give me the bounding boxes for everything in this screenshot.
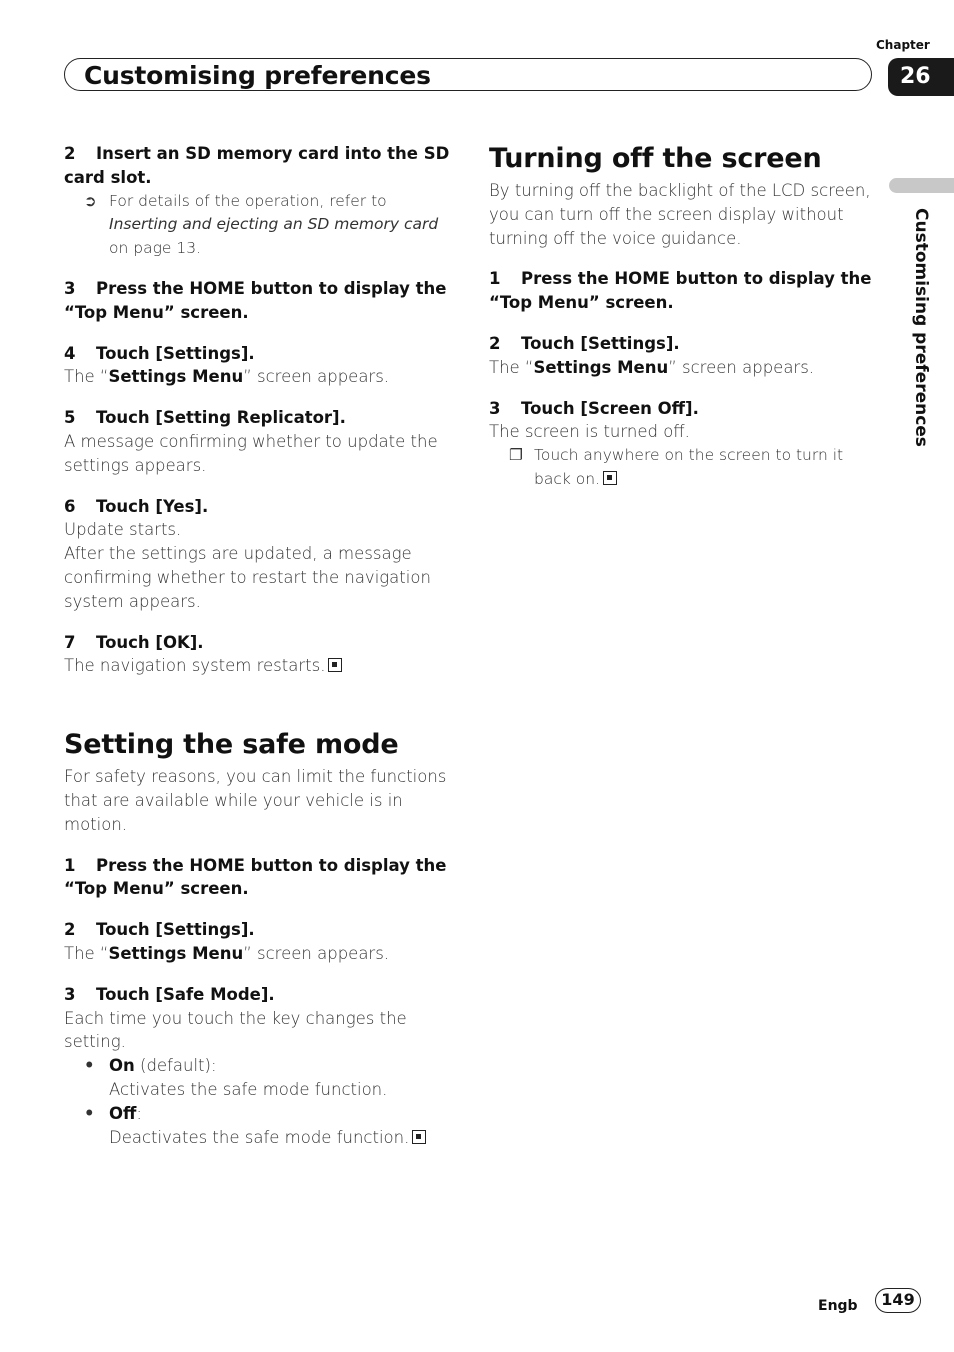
step-text: After the settings are updated, a message confirming whether to restart the navigation system appears. (64, 544, 431, 611)
step-heading: 3 Touch [Safe Mode]. (64, 984, 275, 1004)
step-heading: 6 Touch [Yes]. (64, 496, 209, 516)
arrow-right-icon: ➲ (84, 191, 97, 210)
page-title: Customising preferences (84, 61, 431, 90)
list-item: • Off: (64, 1102, 456, 1126)
side-tab-marker (889, 178, 954, 193)
step-heading: 2 Touch [Settings]. (64, 920, 255, 940)
step-heading: 4 Touch [Settings]. (64, 343, 255, 363)
step-heading: 3 Press the HOME button to display the “Top Menu” screen. (64, 279, 447, 322)
section-heading: Setting the safe mode (64, 729, 399, 761)
section-intro: By turning off the backlight of the LCD screen, you can turn off the screen display without turning off the voice guidance. (489, 181, 871, 248)
section-intro: For safety reasons, you can limit the functions that are available while your vehicle is in motion. (64, 767, 447, 834)
step-heading: 1 Press the HOME button to display the “Top Menu” screen. (64, 855, 447, 899)
step-text: The “Settings Menu” screen appears. (489, 357, 815, 377)
section-heading: Turning off the screen (489, 143, 822, 174)
step-text: Each time you touch the key changes the setting. (64, 1008, 407, 1052)
step-text: A message confirming whether to update the settings appears. (64, 432, 438, 475)
end-mark-icon (412, 1130, 426, 1144)
step-heading: 1 Press the HOME button to display the “Top Menu” screen. (489, 269, 872, 313)
list-item-text: Activates the safe mode function. (109, 1080, 388, 1100)
note: ❐ Touch anywhere on the screen to turn it back on. (509, 446, 844, 488)
chapter-label: Chapter (876, 38, 930, 52)
footer-language: Engb (818, 1298, 858, 1314)
step-text: The screen is turned off. (489, 422, 690, 442)
list-item: • On (default): (64, 1054, 456, 1078)
bullet-icon: • (84, 1056, 95, 1076)
note: ➲ For details of the operation, refer to Inserting and ejecting an SD memory card on page 13. (84, 191, 439, 257)
right-column (489, 142, 881, 491)
list-item-text: Deactivates the safe mode function. (64, 1126, 456, 1150)
step-heading: 5 Touch [Setting Replicator]. (64, 408, 346, 428)
page-number: 149 (875, 1288, 921, 1313)
step-heading: 7 Touch [OK]. (64, 632, 204, 652)
step-heading: 3 Touch [Screen Off]. (489, 398, 699, 418)
end-mark-icon (603, 471, 617, 485)
bullet-icon: • (84, 1103, 95, 1123)
step-text: The “Settings Menu” screen appears. (64, 944, 390, 964)
step-text: The navigation system restarts. (64, 654, 456, 678)
side-section-label: Customising preferences (911, 208, 931, 447)
step-heading: 2 Insert an SD memory card into the SD card slot. (64, 144, 450, 187)
end-mark-icon (328, 658, 342, 672)
step-heading: 2 Touch [Settings]. (489, 333, 680, 353)
left-column (64, 142, 456, 1149)
step-text: Update starts. (64, 520, 182, 540)
checkbox-note-icon: ❐ (509, 446, 523, 465)
chapter-number: 26 (888, 58, 954, 96)
step-text: The “Settings Menu” screen appears. (64, 367, 390, 387)
